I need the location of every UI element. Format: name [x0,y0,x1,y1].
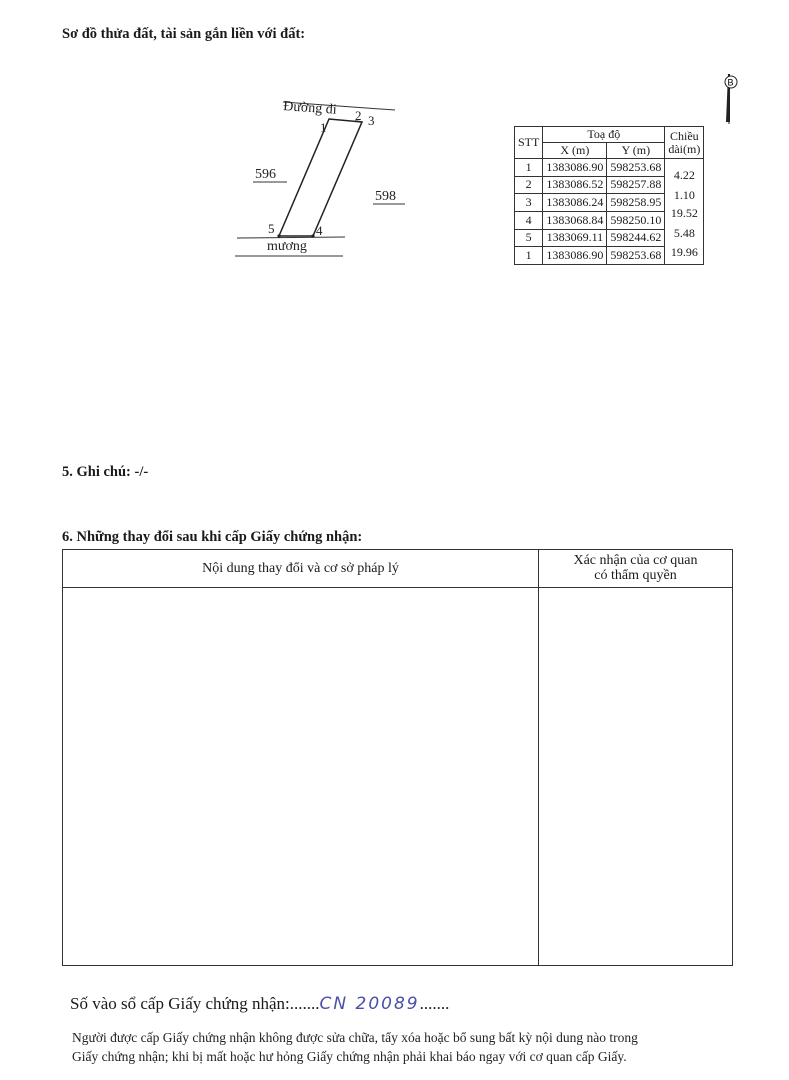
section-5-note: 5. Ghi chú: -/- [62,464,149,480]
footer-notice [72,1028,732,1066]
compass-letter: B [727,77,734,88]
changes-table [62,549,733,966]
length-value: 1.10 [673,188,695,202]
point-5-dot [277,234,280,237]
canal-line-top [237,237,345,238]
section-6-heading: 6. Những thay đổi sau khi cấp Giấy chứng nhận: [62,529,363,545]
land-plot-sketch [225,88,415,268]
point-4-dot [311,234,314,237]
plot-boundary [279,119,362,236]
coordinate-table [514,126,704,265]
registry-line: Số vào sổ cấp Giấy chứng nhận:.......CN 20089....... [70,994,450,1014]
header-coords: Toạ độ [543,127,665,143]
table-row: 1 1383086.90 598253.68 4.22 1.10 19.52 5.48 19.96 [515,159,704,177]
canal-label: mương [267,239,307,254]
neighbor-left-label: 596 [255,167,276,182]
footer-line-2: Giấy chứng nhận; khi bị mất hoặc hư hỏng Giấy chứng nhận phải khai báo ngay với cơ quan cấp Giấy. [72,1049,627,1064]
section-4-heading: Sơ đồ thửa đất, tài sản gắn liền với đất: [62,26,306,42]
length-value: 19.52 [670,206,698,220]
table-row: 5 1383069.11 598244.62 [515,229,704,247]
point-1: 1 [320,120,327,135]
table-row: 1 1383086.90 598253.68 [515,247,704,265]
length-value: 4.22 [673,168,695,182]
point-2: 2 [355,108,362,123]
point-3: 3 [368,113,375,128]
changes-header-content: Nội dung thay đổi và cơ sở pháp lý [63,550,538,588]
length-value: 5.48 [673,226,695,240]
neighbor-right-label: 598 [375,189,396,204]
point-5: 5 [268,221,275,236]
point-4: 4 [316,223,323,238]
road-label: Đường đi [282,99,338,118]
length-column [665,159,704,265]
table-row: 2 1383086.52 598257.88 [515,176,704,194]
table-row: 3 1383086.24 598258.95 [515,194,704,212]
changes-column-divider [538,588,539,965]
length-value: 19.96 [670,245,698,259]
registry-label: Số vào sổ cấp Giấy chứng nhận: [70,994,290,1013]
header-length: Chiều dài(m) [665,127,704,159]
changes-header-confirm: Xác nhận của cơ quan có thẩm quyền [538,550,732,588]
footer-line-1: Người được cấp Giấy chứng nhận không được sửa chữa, tẩy xóa hoặc bổ sung bất kỳ nội dung nào trong [72,1030,638,1045]
registry-number: CN 20089 [319,994,420,1014]
table-row: 4 1383068.84 598250.10 [515,211,704,229]
header-stt: STT [515,127,543,159]
header-x: X (m) [543,143,607,159]
header-y: Y (m) [607,143,665,159]
north-arrow-icon [718,66,742,126]
